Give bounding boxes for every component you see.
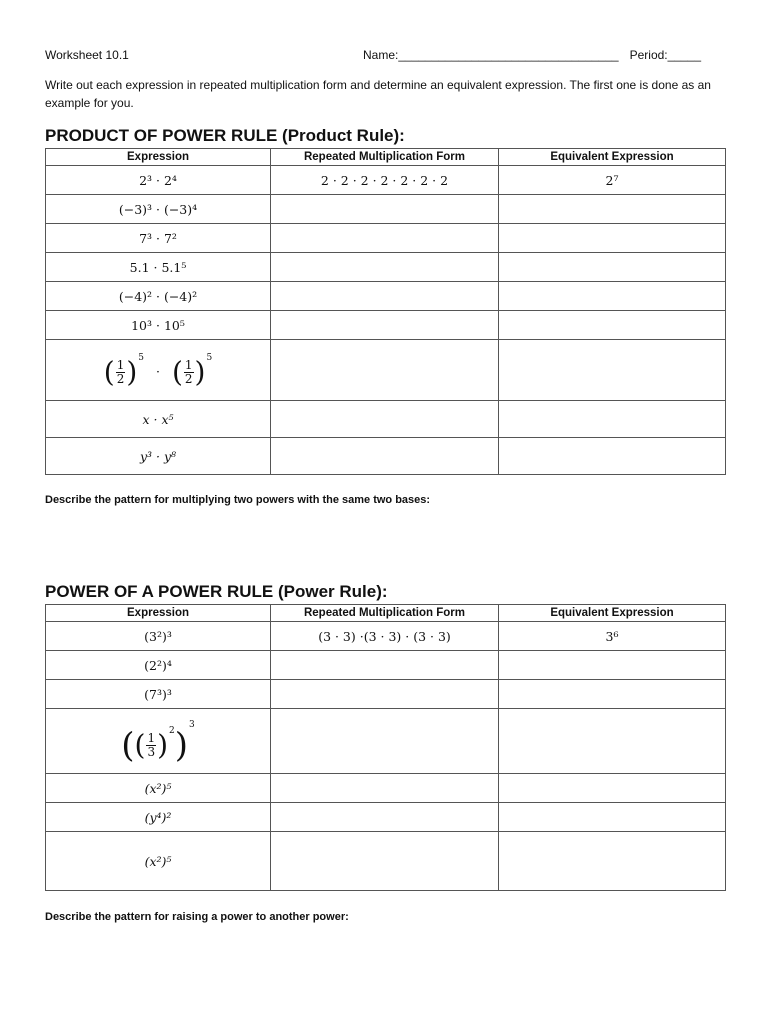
fraction <box>146 732 156 759</box>
period-field: Period:_____ <box>629 48 701 62</box>
repeated-form-cell[interactable] <box>271 253 499 282</box>
repeated-form-cell: (3 · 3) ·(3 · 3) · (3 · 3) <box>271 622 499 651</box>
expression-cell: (−3)³ · (−3)⁴ <box>46 195 271 224</box>
expression-cell: (y⁴)² <box>46 803 271 832</box>
fraction-numerator: 1 <box>184 358 193 373</box>
equivalent-cell[interactable] <box>499 651 726 680</box>
table-row <box>46 438 726 475</box>
close-paren: ) <box>194 355 206 389</box>
exponent: 5 <box>206 353 213 364</box>
fraction <box>184 359 194 386</box>
outer-open-paren: ( <box>121 725 135 766</box>
fraction-denominator: 2 <box>184 372 193 387</box>
repeated-form-cell[interactable] <box>271 224 499 253</box>
product-rule-table <box>45 148 726 475</box>
expression-cell: y³ · y⁸ <box>46 438 271 475</box>
expression-cell: (2²)⁴ <box>46 651 271 680</box>
equivalent-cell[interactable] <box>499 803 726 832</box>
repeated-form-cell[interactable] <box>271 803 499 832</box>
fraction <box>116 359 126 386</box>
repeated-form-cell[interactable] <box>271 709 499 774</box>
worksheet-title: Worksheet 10.1 <box>45 48 129 62</box>
column-header: Expression <box>46 605 271 622</box>
equivalent-cell: 3⁶ <box>499 622 726 651</box>
expression-cell: (x²)⁵ <box>46 774 271 803</box>
expression-cell: x · x⁵ <box>46 401 271 438</box>
name-field: Name:_________________________________ <box>363 48 619 62</box>
open-paren: ( <box>171 355 183 389</box>
repeated-form-cell[interactable] <box>271 438 499 475</box>
fraction-numerator: 1 <box>147 730 156 745</box>
inner-exponent: 2 <box>169 725 175 736</box>
table-row <box>46 282 726 311</box>
repeated-form-cell[interactable] <box>271 311 499 340</box>
fraction-denominator: 3 <box>147 744 156 759</box>
column-header: Repeated Multiplication Form <box>271 149 499 166</box>
repeated-form-cell[interactable] <box>271 832 499 891</box>
repeated-form-cell[interactable] <box>271 774 499 803</box>
expression-cell: 5.1 · 5.1⁵ <box>46 253 271 282</box>
table-row <box>46 651 726 680</box>
expression-cell: (x²)⁵ <box>46 832 271 891</box>
expression-cell: 7³ · 7² <box>46 224 271 253</box>
table-row <box>46 195 726 224</box>
instructions: Write out each expression in repeated multiplication form and determine an equivalent expression. The first one is done as an example for you. <box>45 78 711 110</box>
outer-exponent: 3 <box>189 719 195 730</box>
table-row <box>46 680 726 709</box>
fraction-denominator: 2 <box>116 372 125 387</box>
equivalent-cell[interactable] <box>499 832 726 891</box>
table-row <box>46 401 726 438</box>
expression-cell: (3²)³ <box>46 622 271 651</box>
table-header-row <box>46 605 726 622</box>
table-row <box>46 340 726 401</box>
equivalent-cell[interactable] <box>499 311 726 340</box>
equivalent-cell[interactable] <box>499 340 726 401</box>
equivalent-cell[interactable] <box>499 438 726 475</box>
repeated-form-cell[interactable] <box>271 680 499 709</box>
close-paren: ) <box>126 355 138 389</box>
exponent: 5 <box>138 353 145 364</box>
expression-cell <box>46 709 271 774</box>
multiply-dot: · <box>156 364 160 380</box>
expression-cell: 10³ · 10⁵ <box>46 311 271 340</box>
table-row <box>46 803 726 832</box>
repeated-form-cell[interactable] <box>271 340 499 401</box>
fraction-numerator: 1 <box>116 358 125 373</box>
table-row <box>46 311 726 340</box>
equivalent-cell[interactable] <box>499 195 726 224</box>
equivalent-cell[interactable] <box>499 680 726 709</box>
power-rule-title: POWER OF A POWER RULE (Power Rule): <box>45 582 388 601</box>
expression-cell: (−4)² · (−4)² <box>46 282 271 311</box>
equivalent-cell[interactable] <box>499 253 726 282</box>
column-header: Equivalent Expression <box>499 605 726 622</box>
outer-close-paren: ) <box>174 725 189 766</box>
equivalent-cell[interactable] <box>499 401 726 438</box>
expression-cell <box>46 340 271 401</box>
table-row <box>46 832 726 891</box>
inner-open-paren: ( <box>134 728 146 762</box>
equivalent-cell[interactable] <box>499 282 726 311</box>
expression-cell: 2³ · 2⁴ <box>46 166 271 195</box>
inner-close-paren: ) <box>157 728 169 762</box>
column-header: Expression <box>46 149 271 166</box>
table-row <box>46 253 726 282</box>
repeated-form-cell: 2 · 2 · 2 · 2 · 2 · 2 · 2 <box>271 166 499 195</box>
expression-cell: (7³)³ <box>46 680 271 709</box>
equivalent-cell[interactable] <box>499 224 726 253</box>
table-row <box>46 709 726 774</box>
repeated-form-cell[interactable] <box>271 401 499 438</box>
power-rule-describe-prompt: Describe the pattern for raising a power to another power: <box>45 911 349 923</box>
table-header-row <box>46 149 726 166</box>
equivalent-cell[interactable] <box>499 774 726 803</box>
repeated-form-cell[interactable] <box>271 651 499 680</box>
product-rule-describe-prompt: Describe the pattern for multiplying two powers with the same two bases: <box>45 494 431 506</box>
table-row <box>46 622 726 651</box>
table-row <box>46 774 726 803</box>
repeated-form-cell[interactable] <box>271 282 499 311</box>
table-row <box>46 224 726 253</box>
open-paren: ( <box>103 355 115 389</box>
worksheet-header <box>45 48 725 66</box>
equivalent-cell: 2⁷ <box>499 166 726 195</box>
product-rule-title: PRODUCT OF POWER RULE (Product Rule): <box>45 126 405 145</box>
table-row <box>46 166 726 195</box>
equivalent-cell[interactable] <box>499 709 726 774</box>
power-rule-table <box>45 604 726 891</box>
column-header: Equivalent Expression <box>499 149 726 166</box>
column-header: Repeated Multiplication Form <box>271 605 499 622</box>
repeated-form-cell[interactable] <box>271 195 499 224</box>
